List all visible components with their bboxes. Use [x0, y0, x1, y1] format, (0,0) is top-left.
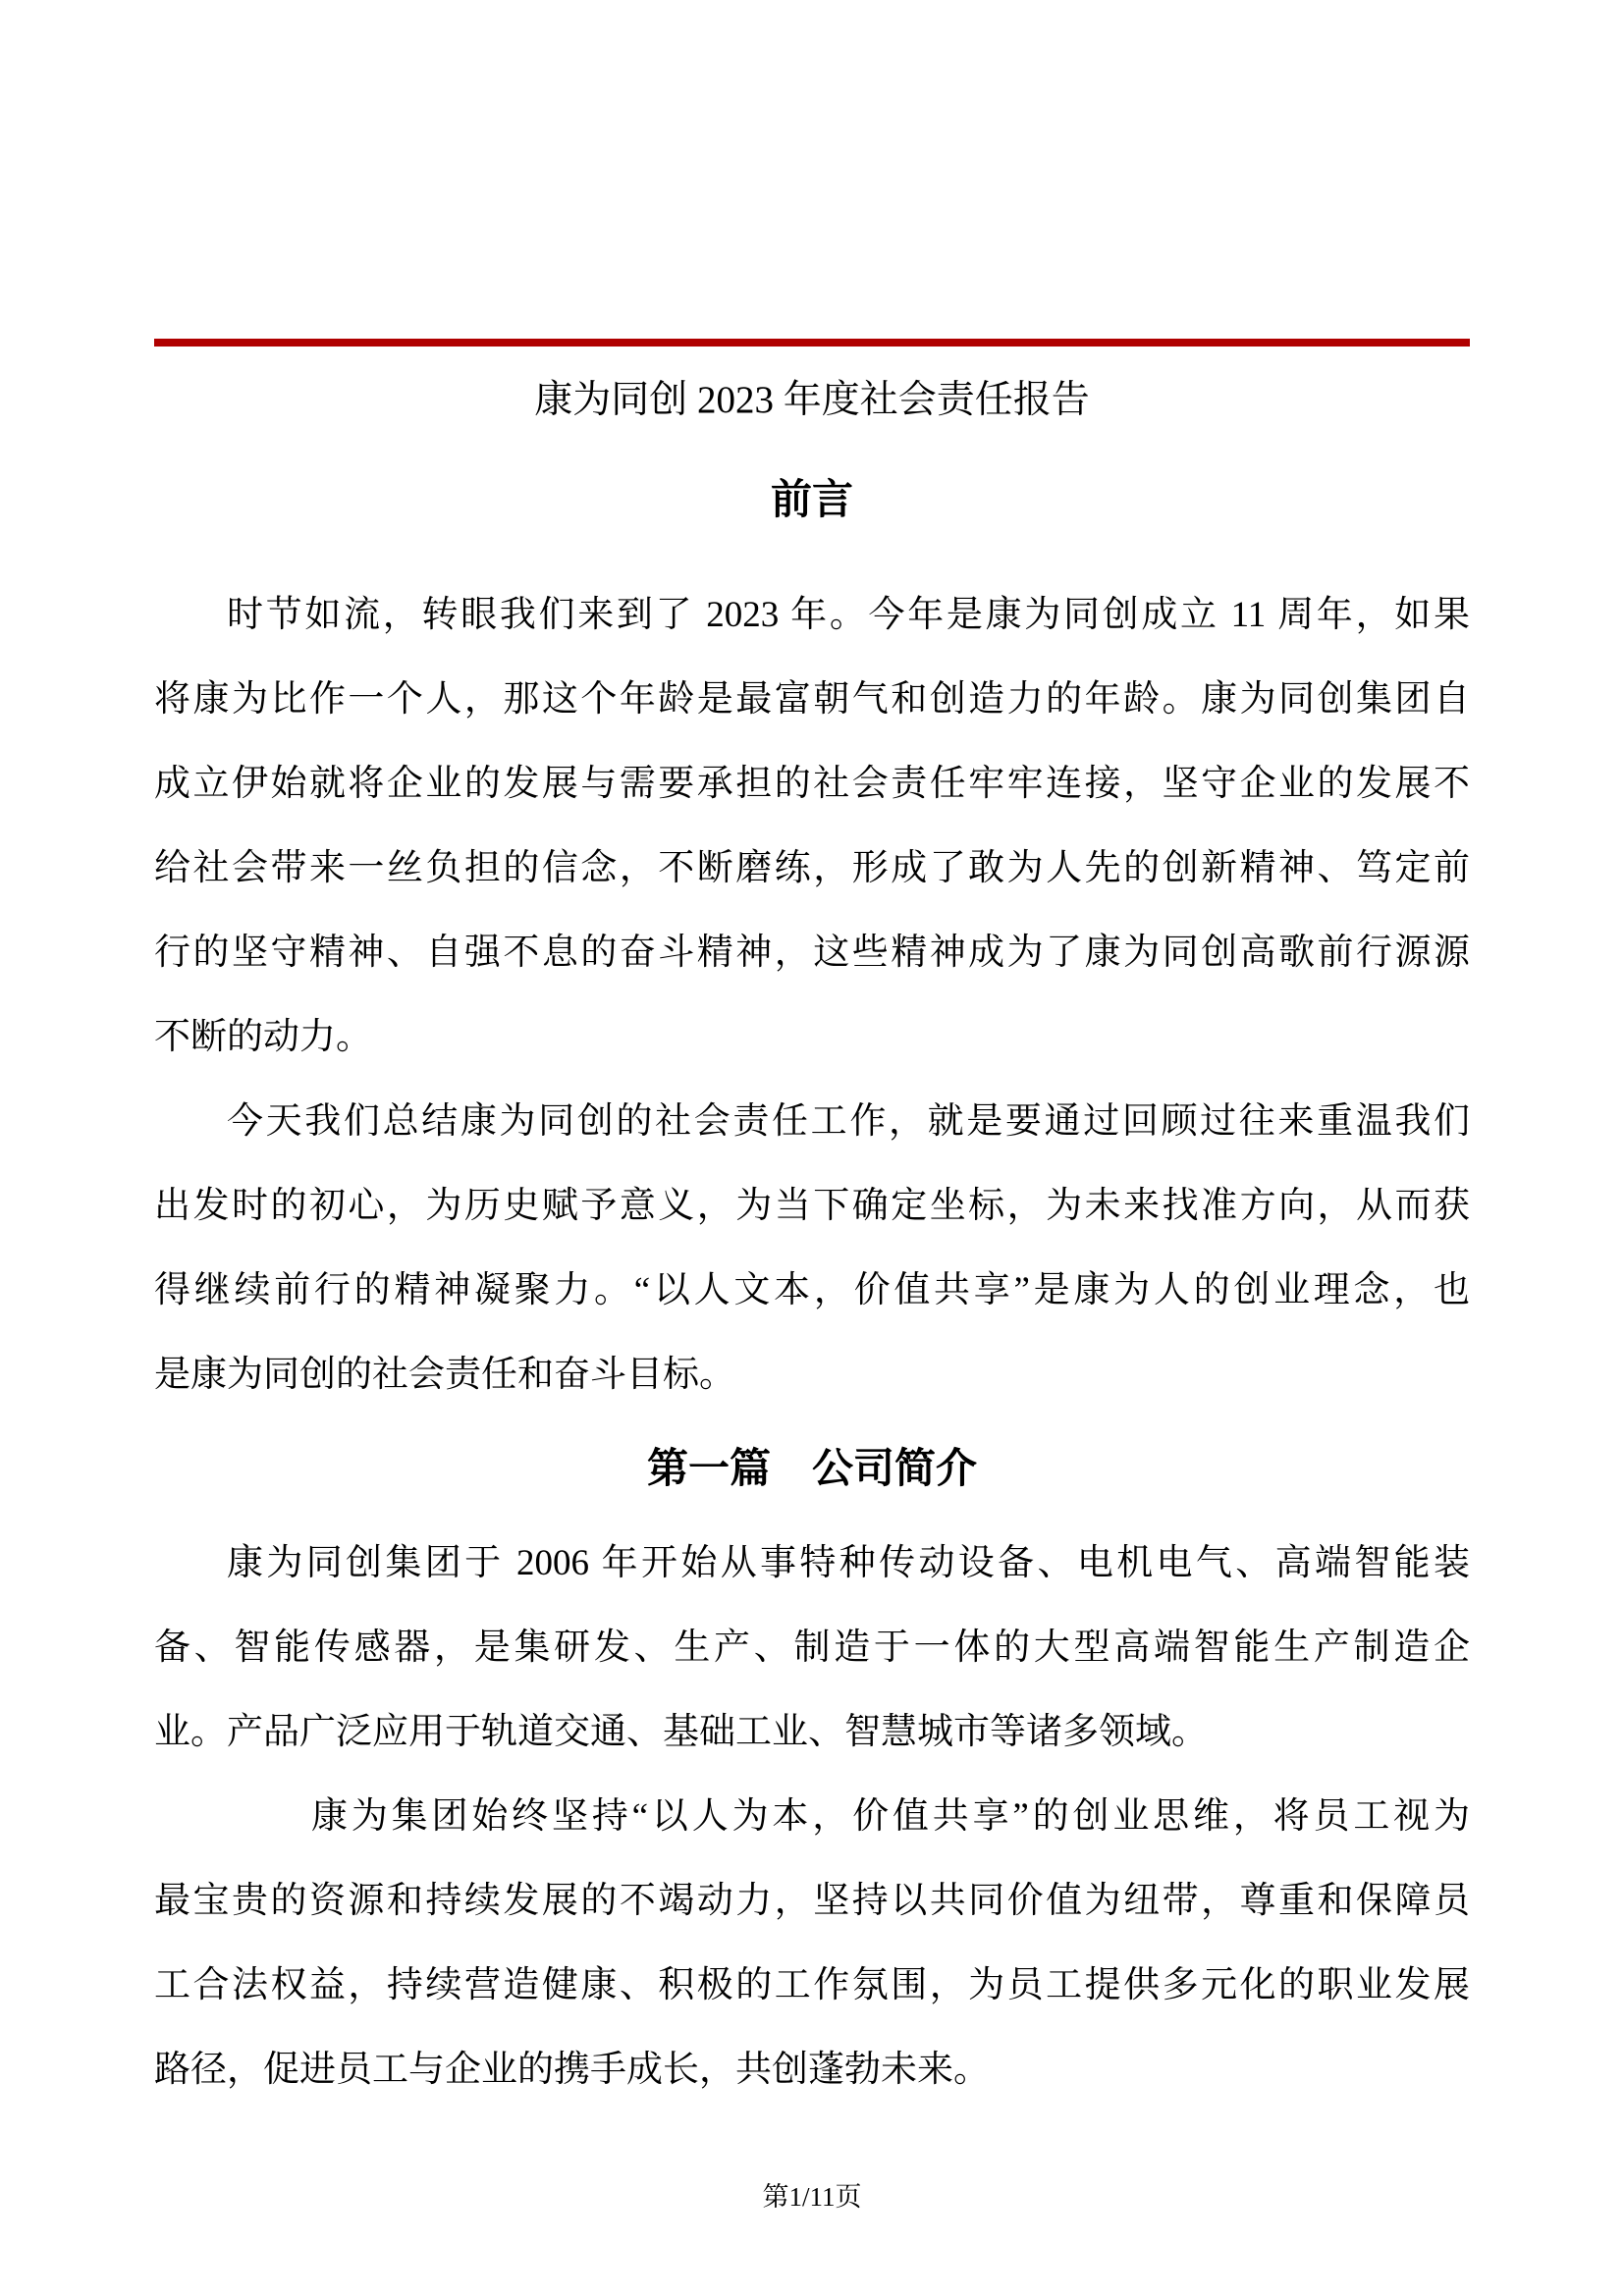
paragraph-line: 康为集团始终坚持“以人为本，价值共享”的创业思维，将员工视为 [311, 1796, 1470, 1837]
paragraph-line: 路径，促进员工与企业的携手成长，共创蓬勃未来。 [154, 2050, 990, 2090]
paragraph-line: 将康为比作一个人，那这个年龄是最富朝气和创造力的年龄。康为同创集团自 [154, 679, 1470, 720]
section-heading-part1: 第一篇 公司简介 [646, 1447, 977, 1492]
paragraph-line: 业。产品广泛应用于轨道交通、基础工业、智慧城市等诸多领域。 [154, 1712, 1208, 1752]
paragraph-2 [154, 1080, 1470, 1417]
paragraph-line: 出发时的初心，为历史赋予意义，为当下确定坐标，为未来找准方向，从而获 [154, 1186, 1470, 1226]
paragraph-line: 工合法权益，持续营造健康、积极的工作氛围，为员工提供多元化的职业发展 [154, 1965, 1470, 2005]
paragraph-line: 是康为同创的社会责任和奋斗目标。 [154, 1355, 735, 1395]
paragraph-line: 成立伊始就将企业的发展与需要承担的社会责任牢牢连接，坚守企业的发展不 [154, 764, 1470, 804]
paragraph-line: 得继续前行的精神凝聚力。“以人文本，价值共享”是康为人的创业理念，也 [154, 1270, 1470, 1310]
document-content [154, 0, 1470, 2112]
paragraph-1 [154, 573, 1470, 1080]
page-number: 第1/11页 [762, 2182, 862, 2212]
document-title: 康为同创 2023 年度社会责任报告 [534, 379, 1090, 421]
paragraph-line: 康为同创集团于 2006 年开始从事特种传动设备、电机电气、高端智能装 [227, 1543, 1470, 1583]
paragraph-line: 时节如流，转眼我们来到了 2023 年。今年是康为同创成立 11 周年，如果 [227, 595, 1470, 635]
paragraph-line: 不断的动力。 [154, 1017, 372, 1057]
paragraph-line: 备、智能传感器，是集研发、生产、制造于一体的大型高端智能生产制造企 [154, 1628, 1470, 1668]
paragraph-line: 最宝贵的资源和持续发展的不竭动力，坚持以共同价值为纽带，尊重和保障员 [154, 1881, 1470, 1921]
section-heading-preface: 前言 [770, 478, 853, 523]
paragraph-3 [154, 1522, 1470, 1775]
paragraph-line: 给社会带来一丝负担的信念，不断磨练，形成了敢为人先的创新精神、笃定前 [154, 848, 1470, 888]
paragraph-line: 行的坚守精神、自强不息的奋斗精神，这些精神成为了康为同创高歌前行源源 [154, 933, 1470, 973]
paragraph-4 [154, 1775, 1470, 2112]
paragraph-line: 今天我们总结康为同创的社会责任工作，就是要通过回顾过往来重温我们 [227, 1101, 1470, 1142]
